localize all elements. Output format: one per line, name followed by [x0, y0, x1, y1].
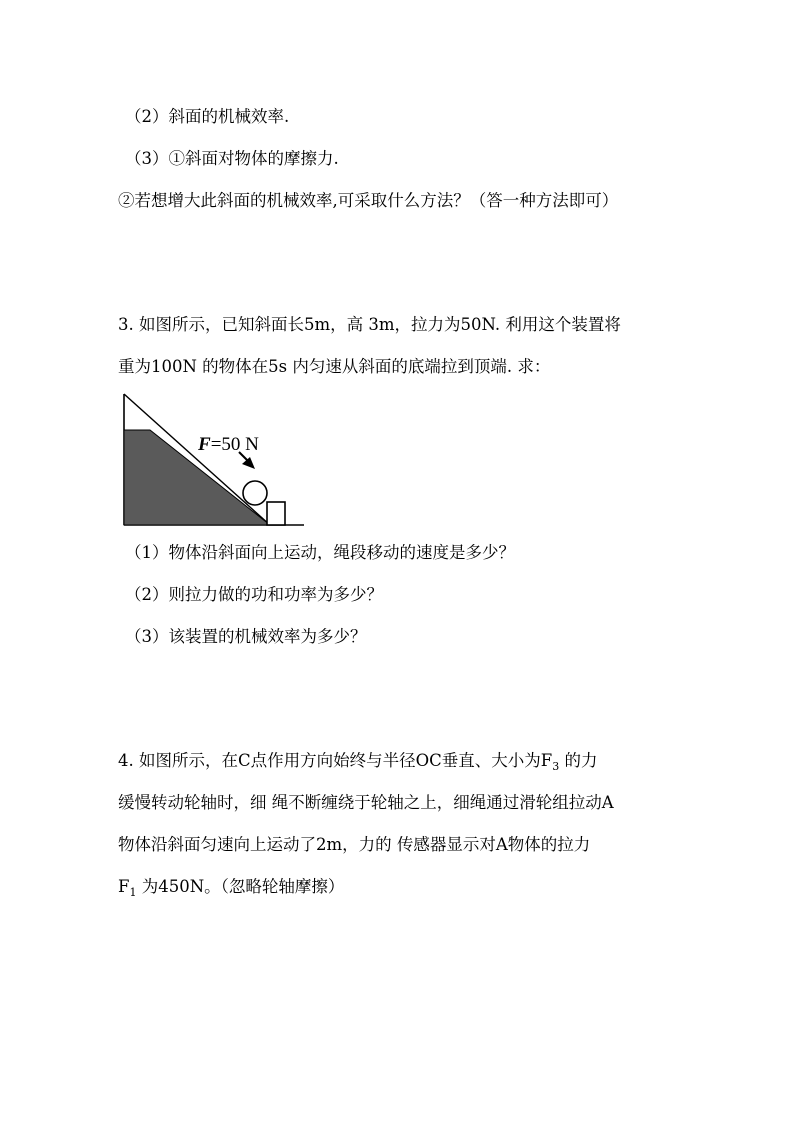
q3-sub-question-2: （2）则拉力做的功和功率为多少？	[125, 585, 383, 604]
q4-line1-tail: 的力	[559, 751, 598, 770]
q2-part-2: （2）斜面的机械效率.	[125, 107, 290, 126]
q2-part-3a: （3）①斜面对物体的摩擦力.	[125, 149, 339, 168]
q4-text-line-1	[118, 750, 597, 778]
q3-text-line-2: 重为100N 的物体在5s 内匀速从斜面的底端拉到顶端. 求：	[118, 357, 551, 376]
q2-part-3b: ②若想增大此斜面的机械效率,可采取什么方法？（答一种方法即可）	[118, 191, 619, 210]
block-icon	[267, 502, 285, 525]
q4-line4-symbol: F	[118, 877, 130, 896]
q4-line4-subscript: 1	[129, 886, 137, 899]
q4-line1-text: 4. 如图所示，在C点作用方向始终与半径OC垂直、大小为F	[118, 751, 553, 770]
q4-line1-subscript: 3	[552, 760, 560, 773]
q4-text-line-3: 物体沿斜面匀速向上运动了2m，力的 传感器显示对A物体的拉力	[118, 835, 591, 854]
incline-pulley-figure	[118, 392, 308, 532]
q3-sub-question-1: （1）物体沿斜面向上运动，绳段移动的速度是多少？	[125, 543, 515, 562]
q4-text-line-2: 缓慢转动轮轴时，细 绳不断缠绕于轮轴之上，细绳通过滑轮组拉动A	[118, 793, 614, 812]
q4-text-line-4	[118, 876, 344, 904]
q3-text-line-1: 3. 如图所示，已知斜面长5m，高 3m，拉力为50N. 利用这个装置将	[118, 315, 621, 334]
pulley-icon	[243, 481, 267, 505]
force-label: F=50 N	[198, 434, 259, 455]
q4-line4-tail: 为450N。（忽略轮轴摩擦）	[136, 877, 345, 896]
q3-sub-question-3: （3）该装置的机械效率为多少？	[125, 627, 367, 646]
force-arrowhead-icon	[242, 457, 255, 469]
